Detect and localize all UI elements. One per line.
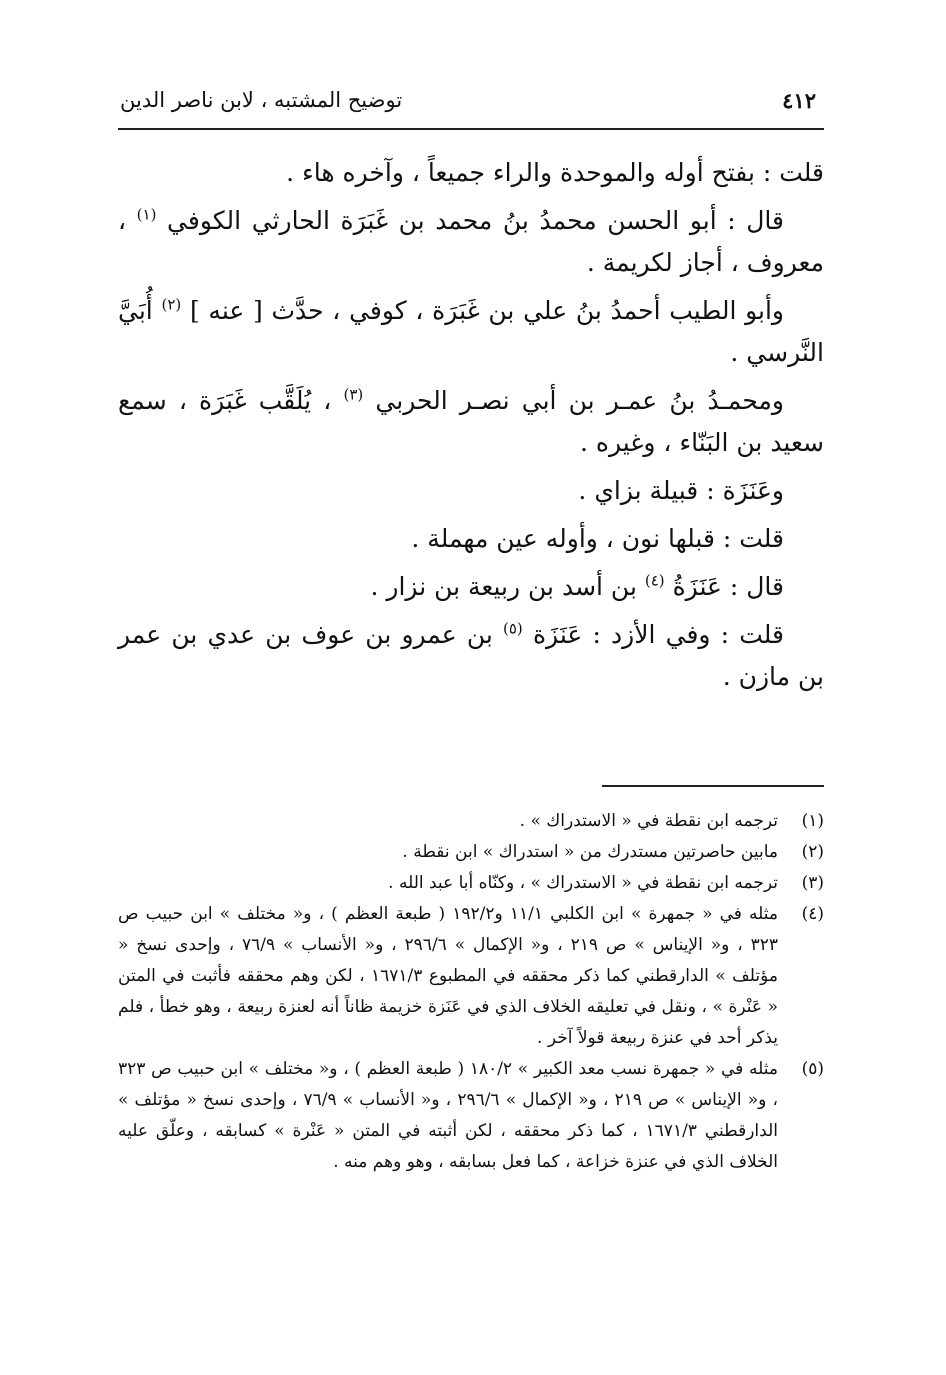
- main-text: [118, 152, 824, 704]
- footnote-number: (١): [801, 811, 824, 831]
- footnote-text: ترجمه ابن نقطة في « الاستدراك » ، وكنّاه أبا عبد الله .: [388, 873, 778, 893]
- footnote-number: (٤): [801, 904, 824, 924]
- footnote-ref: (٥): [503, 619, 523, 638]
- footnote-number: (٣): [801, 873, 824, 893]
- footnote-ref: (٣): [343, 385, 364, 404]
- page-number: ٤١٢: [782, 88, 816, 113]
- running-title: توضيح المشتبه ، لابن ناصر الدين: [120, 88, 403, 112]
- paragraph-6: قلت : قبلها نون ، وأوله عين مهملة .: [411, 524, 784, 553]
- footnotes: [118, 806, 824, 1178]
- footnote-3: [118, 868, 824, 899]
- footnote-number: (٢): [801, 842, 824, 862]
- paragraph-8: قلت : وفي الأزد : عَنَزَة $^{(٥)}$ بن عمرو بن عوف بن عدي بن عمر بن مازن .: [118, 619, 824, 691]
- footnote-ref: (٤): [644, 571, 665, 590]
- paragraph-5: وعَنَزَة : قبيلة بزاي .: [578, 476, 784, 505]
- page-header: [118, 86, 824, 126]
- footnote-ref: (١): [136, 205, 157, 224]
- footnote-text: مثله في « جمهرة » ابن الكلبي ١١/١ و١٩٢/٢ ( طبعة العظم ) ، و« مختلف » ابن حبيب ص ٣٢٣ ، و« الإيناس » ص ٢١٩ ، و« الإكمال » ٢٩٦/٦ ، و« الأنساب » ٧٦/٩ ، وإحدى نسخ « مؤتلف » الدارقطني كما ذكر محققه في المطبوع ١٦٧١/٣ ، لكن وهم محققه فأثبت في المتن « عَنْرة » ، ونقل في تعليقه الخلاف الذي في عَنَزة خزيمة ظاناً أنه لعنزة ربيعة ، وهو خطأ ، فلم يذكر أحد في عنزة ربيعة قولاً آخر .: [118, 904, 779, 1048]
- paragraph-4: ومحمـدُ بنُ عمـر بن أبي نصـر الحربي $^{(٣)}$ ، يُلَقَّب غَبَرَة ، سمع سعيد بن البَنّاء ، وغيره .: [118, 385, 824, 457]
- footnote-text: ترجمه ابن نقطة في « الاستدراك » .: [519, 811, 778, 831]
- footnote-text: مثله في « جمهرة نسب معد الكبير » ١٨٠/٢ ( طبعة العظم ) ، و« مختلف » ابن حبيب ص ٣٢٣ ، و« الإيناس » ص ٢١٩ ، و« الإكمال » ٢٩٦/٦ ، و« الأنساب » ٧٦/٩ ، وإحدى نسخ « مؤتلف » الدارقطني ١٦٧١/٣ ، كما ذكر محققه ، لكن أثبته في المتن « عَنْرة » كسابقه ، وعلّق عليه الخلاف الذي في عنزة خزاعة ، كما فعل بسابقه ، وهو وهم منه .: [118, 1059, 778, 1172]
- footnote-1: [118, 806, 824, 837]
- paragraph-3: وأبو الطيب أحمدُ بنُ علي بن غَبَرَة ، كوفي ، حدَّث [ عنه ] $^{(٢)}$ أُبَيَّ النَّرسي .: [118, 295, 824, 367]
- footnote-number: (٥): [801, 1059, 824, 1079]
- paragraph-7: قال : عَنَزَةُ $^{(٤)}$ بن أسد بن ربيعة بن نزار .: [370, 571, 784, 601]
- footnote-text: مابين حاصرتين مستدرك من « استدراك » ابن نقطة .: [402, 842, 778, 862]
- footnote-separator: [602, 785, 824, 787]
- footnote-ref: (٢): [161, 295, 182, 314]
- footnote-4: [118, 899, 824, 1054]
- footnote-2: [118, 837, 824, 868]
- paragraph-2: قال : أبو الحسن محمدُ بنُ محمد بن غَبَرَة الحارثي الكوفي $^{(١)}$ ، معروف ، أجاز لكريمة .: [118, 205, 824, 277]
- footnote-5: [118, 1054, 824, 1178]
- paragraph-1: قلت : بفتح أوله والموحدة والراء جميعاً ، وآخره هاء .: [286, 158, 824, 187]
- header-rule: [118, 128, 824, 130]
